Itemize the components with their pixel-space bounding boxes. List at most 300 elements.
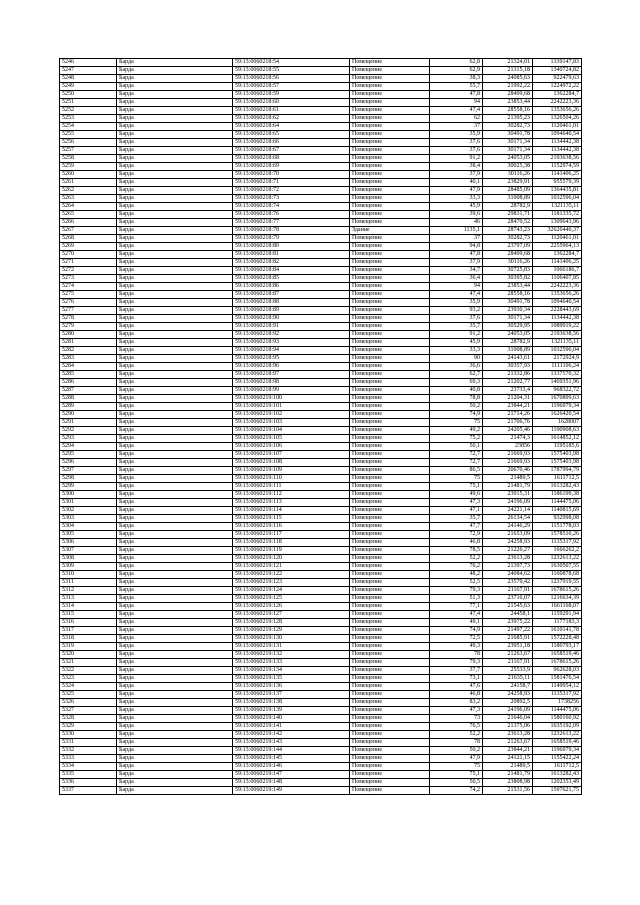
cadastral-value-cell: 1152974,59 [533,163,582,171]
table-row [60,579,582,587]
row-number-cell: 5322 [60,667,117,675]
cadastral-value-cell: 1578510,26 [533,531,582,539]
cadastral-value-cell: 1195185,6 [533,443,582,451]
area-cell: 74,2 [430,787,483,795]
area-cell: 52,2 [430,555,483,563]
object-type-cell: Помещение [350,75,430,83]
object-type-cell: Помещение [350,627,430,635]
cadastral-value-cell: 1202353,49 [533,779,582,787]
unit-value-cell: 23808,98 [483,779,533,787]
cadastral-value-cell: 1032596,04 [533,195,582,203]
table-row [60,67,582,75]
cadastral-value-cell: 1362284,7 [533,91,582,99]
cadastral-number-cell: 59:13:0060218:84 [233,267,350,275]
table-row [60,187,582,195]
unit-value-cell: 23930,34 [483,307,533,315]
row-number-cell: 5337 [60,787,117,795]
cadastral-number-cell: 59:13:0060218:57 [233,83,350,91]
locality-cell: Барда [117,163,233,171]
unit-value-cell: 30357,93 [483,363,533,371]
area-cell: 62,8 [430,59,483,67]
object-type-cell: Помещение [350,603,430,611]
locality-cell: Барда [117,675,233,683]
unit-value-cell: 24053,05 [483,331,533,339]
object-type-cell: Помещение [350,771,430,779]
area-cell: 76,5 [430,723,483,731]
row-number-cell: 5300 [60,491,117,499]
cadastral-number-cell: 59:13:0060218:85 [233,275,350,283]
unit-value-cell: 23844,21 [483,747,533,755]
locality-cell: Барда [117,147,233,155]
cadastral-number-cell: 59:13:0060219:126 [233,603,350,611]
locality-cell: Барда [117,595,233,603]
cadastral-value-cell: 1611712,5 [533,475,582,483]
cadastral-value-cell: 1666262,2 [533,547,582,555]
area-cell: 47,8 [430,91,483,99]
cadastral-number-cell: 59:13:0060218:87 [233,291,350,299]
table-row [60,499,582,507]
area-cell: 94,8 [430,243,483,251]
cadastral-value-cell: 1575403,98 [533,451,582,459]
unit-value-cell: 21714,26 [483,411,533,419]
area-cell: 37,7 [430,667,483,675]
table-row [60,107,582,115]
locality-cell: Барда [117,307,233,315]
table-row [60,563,582,571]
row-number-cell: 5296 [60,459,117,467]
unit-value-cell: 24084,62 [483,571,533,579]
cadastral-value-cell: 1670899,63 [533,395,582,403]
area-cell: 38,4 [430,163,483,171]
cadastral-value-cell: 1232613,22 [533,731,582,739]
object-type-cell: Помещение [350,643,430,651]
locality-cell: Барда [117,547,233,555]
locality-cell: Барда [117,347,233,355]
object-type-cell: Помещение [350,515,430,523]
cadastral-number-cell: 59:13:0060218:74 [233,203,350,211]
locality-cell: Барда [117,651,233,659]
cadastral-number-cell: 59:13:0060218:72 [233,187,350,195]
object-type-cell: Помещение [350,539,430,547]
cadastral-number-cell: 59:13:0060218:96 [233,363,350,371]
row-number-cell: 5315 [60,611,117,619]
locality-cell: Барда [117,435,233,443]
unit-value-cell: 21202,77 [483,379,533,387]
row-number-cell: 5310 [60,571,117,579]
locality-cell: Барда [117,171,233,179]
cadastral-value-cell: 1135317,92 [533,539,582,547]
row-number-cell: 5325 [60,691,117,699]
table-row [60,443,582,451]
table-row [60,339,582,347]
locality-cell: Барда [117,779,233,787]
locality-cell: Барда [117,659,233,667]
area-cell: 38,3 [430,75,483,83]
area-cell: 73 [430,715,483,723]
cadastral-value-cell: 1678615,26 [533,659,582,667]
object-type-cell: Помещение [350,267,430,275]
locality-cell: Барда [117,155,233,163]
unit-value-cell: 21226,27 [483,547,533,555]
cadastral-number-cell: 59:13:0060219:148 [233,779,350,787]
row-number-cell: 5302 [60,507,117,515]
row-number-cell: 5333 [60,755,117,763]
table-row [60,267,582,275]
cadastral-value-cell: 1326504,26 [533,115,582,123]
unit-value-cell: 21497,22 [483,627,533,635]
unit-value-cell: 21204,31 [483,395,533,403]
area-cell: 47,9 [430,187,483,195]
table-row [60,171,582,179]
row-number-cell: 5285 [60,371,117,379]
object-type-cell: Помещение [350,787,430,795]
row-number-cell: 5271 [60,259,117,267]
cadastral-value-cell: 1135317,92 [533,691,582,699]
table-row [60,323,582,331]
cadastral-value-cell: 1094640,54 [533,299,582,307]
row-number-cell: 5266 [60,219,117,227]
area-cell: 72,5 [430,635,483,643]
table-row [60,195,582,203]
row-number-cell: 5320 [60,651,117,659]
object-type-cell: Помещение [350,555,430,563]
area-cell: 52,2 [430,731,483,739]
cadastral-value-cell: 1066186,7 [533,267,582,275]
cadastral-number-cell: 59:13:0060218:89 [233,307,350,315]
cadastral-number-cell: 59:13:0060218:99 [233,387,350,395]
row-number-cell: 5247 [60,67,117,75]
cadastral-value-cell: 1581476,54 [533,675,582,683]
area-cell: 49,3 [430,643,483,651]
unit-value-cell: 21315,18 [483,67,533,75]
cadastral-number-cell: 59:13:0060219:140 [233,715,350,723]
unit-value-cell: 23844,21 [483,403,533,411]
object-type-cell: Помещение [350,275,430,283]
locality-cell: Барда [117,603,233,611]
table-row [60,515,582,523]
locality-cell: Барда [117,731,233,739]
cadastral-value-cell: 1141406,25 [533,171,582,179]
object-type-cell: Помещение [350,179,430,187]
cadastral-value-cell: 1738256 [533,699,582,707]
area-cell: 47,7 [430,523,483,531]
object-type-cell: Помещение [350,107,430,115]
cadastral-number-cell: 59:13:0060219:144 [233,747,350,755]
cadastral-value-cell: 1635192,09 [533,723,582,731]
unit-value-cell: 25533,9 [483,667,533,675]
table-row [60,507,582,515]
row-number-cell: 5279 [60,323,117,331]
area-cell: 47,3 [430,499,483,507]
object-type-cell: Помещение [350,59,430,67]
object-type-cell: Помещение [350,403,430,411]
locality-cell: Барда [117,411,233,419]
object-type-cell: Помещение [350,683,430,691]
object-type-cell: Помещение [350,443,430,451]
unit-value-cell: 23853,44 [483,283,533,291]
row-number-cell: 5305 [60,531,117,539]
row-number-cell: 5332 [60,747,117,755]
object-type-cell: Помещение [350,587,430,595]
area-cell: 73,1 [430,675,483,683]
table-row [60,147,582,155]
cadastral-value-cell: 1337570,32 [533,371,582,379]
cadastral-value-cell: 1613282,43 [533,483,582,491]
area-cell: 45,9 [430,339,483,347]
locality-cell: Барда [117,787,233,795]
object-type-cell: Помещение [350,307,430,315]
cadastral-value-cell: 1177183,3 [533,619,582,627]
area-cell: 94 [430,283,483,291]
row-number-cell: 5293 [60,435,117,443]
table-row [60,131,582,139]
cadastral-number-cell: 59:13:0060218:80 [233,243,350,251]
cadastral-value-cell: 1353656,26 [533,107,582,115]
area-cell: 49,1 [430,619,483,627]
locality-cell: Барда [117,507,233,515]
unit-value-cell: 21474,3 [483,435,533,443]
cadastral-value-cell: 1628007 [533,419,582,427]
cadastral-value-cell: 1089919,22 [533,323,582,331]
row-number-cell: 5314 [60,603,117,611]
cadastral-number-cell: 59:13:0060219:142 [233,731,350,739]
row-number-cell: 5276 [60,299,117,307]
row-number-cell: 5264 [60,203,117,211]
object-type-cell: Помещение [350,675,430,683]
cadastral-number-cell: 59:13:0060219:104 [233,427,350,435]
row-number-cell: 5249 [60,83,117,91]
unit-value-cell: 21992,22 [483,83,533,91]
area-cell: 51,3 [430,595,483,603]
cadastral-number-cell: 59:13:0060218:54 [233,59,350,67]
table-row [60,219,582,227]
cadastral-value-cell: 1141406,25 [533,259,582,267]
object-type-cell: Помещение [350,187,430,195]
table-row [60,123,582,131]
unit-value-cell: 23856 [483,443,533,451]
cadastral-number-cell: 59:13:0060218:67 [233,147,350,155]
row-number-cell: 5336 [60,779,117,787]
object-type-cell: Помещение [350,139,430,147]
locality-cell: Барда [117,579,233,587]
table-row [60,139,582,147]
unit-value-cell: 28558,16 [483,291,533,299]
row-number-cell: 5253 [60,115,117,123]
object-type-cell: Помещение [350,731,430,739]
object-type-cell: Помещение [350,259,430,267]
object-type-cell: Помещение [350,163,430,171]
object-type-cell: Помещение [350,571,430,579]
row-number-cell: 5316 [60,619,117,627]
cadastral-value-cell: 1340724,82 [533,67,582,75]
table-row [60,363,582,371]
table-row [60,451,582,459]
cadastral-number-cell: 59:13:0060219:145 [233,755,350,763]
cadastral-number-cell: 59:13:0060219:116 [233,523,350,531]
area-cell: 47,4 [430,611,483,619]
area-cell: 62,7 [430,371,483,379]
cadastral-number-cell: 59:13:0060218:70 [233,171,350,179]
area-cell: 46,8 [430,539,483,547]
locality-cell: Барда [117,395,233,403]
row-number-cell: 5298 [60,475,117,483]
cadastral-value-cell: 1232613,22 [533,555,582,563]
locality-cell: Барда [117,99,233,107]
table-row [60,675,582,683]
area-cell: 34,7 [430,267,483,275]
locality-cell: Барда [117,707,233,715]
row-number-cell: 5330 [60,731,117,739]
area-cell: 37,9 [430,171,483,179]
table-row [60,723,582,731]
row-number-cell: 5257 [60,147,117,155]
cadastral-value-cell: 1597621,75 [533,787,582,795]
object-type-cell: Помещение [350,195,430,203]
unit-value-cell: 21545,63 [483,603,533,611]
object-type-cell: Помещение [350,171,430,179]
cadastral-value-cell: 1190908,63 [533,427,582,435]
locality-cell: Барда [117,251,233,259]
area-cell: 40,1 [430,179,483,187]
row-number-cell: 5286 [60,379,117,387]
locality-cell: Барда [117,483,233,491]
area-cell: 35,7 [430,323,483,331]
unit-value-cell: 20670,46 [483,467,533,475]
table-row [60,651,582,659]
object-type-cell: Помещение [350,363,430,371]
cadastral-value-cell: 962628,03 [533,667,582,675]
cadastral-value-cell: 1134442,38 [533,147,582,155]
table-row [60,155,582,163]
locality-cell: Барда [117,539,233,547]
cadastral-number-cell: 59:13:0060219:113 [233,499,350,507]
table-row [60,75,582,83]
table-row [60,643,582,651]
locality-cell: Барда [117,323,233,331]
object-type-cell: Помещение [350,499,430,507]
unit-value-cell: 30171,34 [483,147,533,155]
unit-value-cell: 30395,82 [483,275,533,283]
unit-value-cell: 28499,68 [483,251,533,259]
object-type-cell: Помещение [350,315,430,323]
cadastral-number-cell: 59:13:0060218:94 [233,347,350,355]
area-cell: 74,9 [430,627,483,635]
area-cell: 62 [430,115,483,123]
row-number-cell: 5294 [60,443,117,451]
object-type-cell: Помещение [350,331,430,339]
row-number-cell: 5284 [60,363,117,371]
cadastral-number-cell: 59:13:0060219:123 [233,579,350,587]
unit-value-cell: 21706,76 [483,419,533,427]
row-number-cell: 5270 [60,251,117,259]
object-type-cell: Помещение [350,211,430,219]
row-number-cell: 5307 [60,547,117,555]
table-row [60,371,582,379]
area-cell: 75 [430,763,483,771]
cadastral-value-cell: 1575403,98 [533,459,582,467]
table-row [60,523,582,531]
cadastral-number-cell: 59:13:0060218:68 [233,155,350,163]
unit-value-cell: 21489,5 [483,763,533,771]
unit-value-cell: 20892,5 [483,699,533,707]
area-cell: 47,3 [430,707,483,715]
row-number-cell: 5282 [60,347,117,355]
locality-cell: Барда [117,643,233,651]
locality-cell: Барда [117,243,233,251]
object-type-cell: Помещение [350,355,430,363]
cadastral-value-cell: 1111106,24 [533,363,582,371]
cadastral-value-cell: 1120461,01 [533,235,582,243]
cadastral-table [59,58,582,795]
object-type-cell: Помещение [350,91,430,99]
cadastral-number-cell: 59:13:0060218:90 [233,315,350,323]
table-row [60,595,582,603]
cadastral-value-cell: 1149954,12 [533,683,582,691]
row-number-cell: 5254 [60,123,117,131]
cadastral-value-cell: 2242223,36 [533,283,582,291]
cadastral-number-cell: 59:13:0060219:115 [233,515,350,523]
object-type-cell: Помещение [350,523,430,531]
locality-cell: Барда [117,227,233,235]
row-number-cell: 5289 [60,403,117,411]
cadastral-number-cell: 59:13:0060219:132 [233,651,350,659]
cadastral-value-cell: 2172924,9 [533,355,582,363]
area-cell: 50,1 [430,443,483,451]
cadastral-value-cell: 1134442,38 [533,315,582,323]
object-type-cell: Помещение [350,467,430,475]
table-row [60,707,582,715]
table-row [60,59,582,67]
unit-value-cell: 24458,1 [483,611,533,619]
cadastral-number-cell: 59:13:0060219:112 [233,491,350,499]
cadastral-value-cell: 1658519,46 [533,651,582,659]
row-number-cell: 5251 [60,99,117,107]
row-number-cell: 5278 [60,315,117,323]
cadastral-value-cell: 1180793,17 [533,643,582,651]
row-number-cell: 5295 [60,451,117,459]
object-type-cell: Помещение [350,723,430,731]
locality-cell: Барда [117,771,233,779]
unit-value-cell: 28470,52 [483,219,533,227]
row-number-cell: 5281 [60,339,117,347]
row-number-cell: 5252 [60,107,117,115]
unit-value-cell: 30491,78 [483,299,533,307]
row-number-cell: 5256 [60,139,117,147]
cadastral-value-cell: 1661168,07 [533,603,582,611]
cadastral-value-cell: 1362284,7 [533,251,582,259]
area-cell: 49,6 [430,491,483,499]
locality-cell: Барда [117,331,233,339]
locality-cell: Барда [117,723,233,731]
cadastral-value-cell: 1224972,22 [533,83,582,91]
cadastral-value-cell: 1140815,69 [533,507,582,515]
cadastral-number-cell: 59:13:0060218:88 [233,299,350,307]
table-row [60,627,582,635]
cadastral-number-cell: 59:13:0060218:61 [233,107,350,115]
table-row [60,315,582,323]
object-type-cell: Помещение [350,115,430,123]
table-row [60,555,582,563]
area-cell: 94 [430,99,483,107]
cadastral-number-cell: 59:13:0060219:117 [233,531,350,539]
area-cell: 37 [430,123,483,131]
cadastral-number-cell: 59:13:0060219:134 [233,667,350,675]
cadastral-number-cell: 59:13:0060219:119 [233,547,350,555]
table-row [60,539,582,547]
table-row [60,467,582,475]
unit-value-cell: 21685,91 [483,635,533,643]
locality-cell: Барда [117,123,233,131]
